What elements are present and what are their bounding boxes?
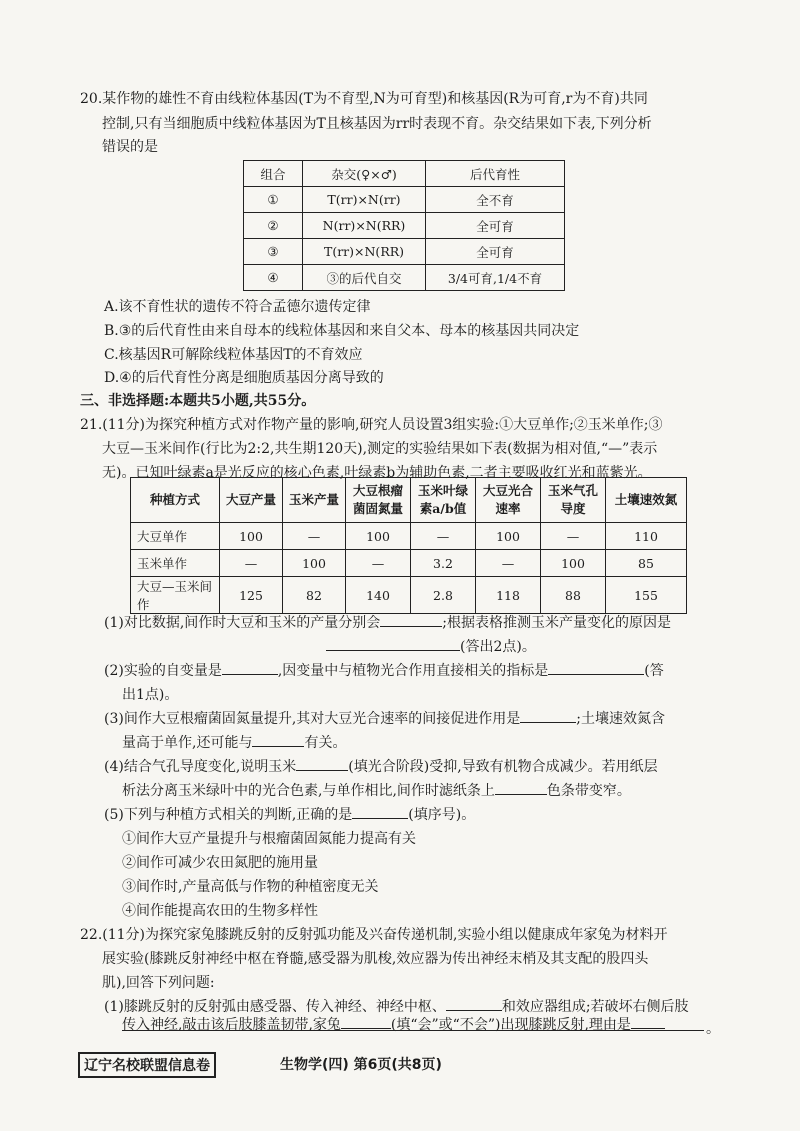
q22-sub1-line-2 — [122, 1014, 665, 1036]
question-text: 和效应器组成;若破坏右侧后肢 — [501, 999, 689, 1015]
q21-table — [130, 477, 687, 614]
answer-line[interactable] — [122, 1030, 704, 1031]
q21-stem-line-3: 无)。已知叶绿素a是光反应的核心色素,叶绿素b为辅助色素,二者主要吸收红光和蓝紫光。 — [102, 465, 652, 481]
footer-brand: 辽宁名校联盟信息卷 — [78, 1052, 216, 1078]
table-cell: 100 — [220, 523, 283, 550]
question-text: (5)下列与种植方式相关的判断,正确的是 — [104, 807, 353, 823]
table-header-cell — [346, 478, 411, 523]
table-row — [131, 523, 687, 550]
q20-option-b: B.③的后代育性由来自母本的线粒体基因和来自父本、母本的核基因共同决定 — [104, 323, 580, 339]
table-cell: ① — [244, 187, 303, 213]
question-text: ;根据表格推测玉米产量变化的原因是 — [442, 615, 671, 631]
table-header-cell: 大豆产量 — [220, 478, 283, 523]
answer-blank[interactable] — [380, 612, 442, 627]
q21-sub1-line-2 — [326, 636, 536, 658]
q21-sub4-line-2 — [122, 780, 631, 802]
table-cell: 100 — [346, 523, 411, 550]
q22-stem-line-1: 22.(11分)为探究家兔膝跳反射的反射弧功能及兴奋传递机制,实验小组以健康成年家兔为材料开 — [80, 927, 668, 943]
table-cell: 全可育 — [426, 213, 565, 239]
table-header-cell — [411, 478, 476, 523]
table-cell: 155 — [606, 577, 687, 614]
table-cell: 140 — [346, 577, 411, 614]
answer-blank[interactable] — [326, 636, 460, 651]
table-cell: ④ — [244, 265, 303, 291]
table-header-row — [244, 161, 565, 187]
q20-option-d: D.④的后代育性分离是细胞质基因分离导致的 — [104, 370, 384, 386]
table-cell: ③的后代自交 — [303, 265, 426, 291]
table-cell: — — [476, 550, 541, 577]
question-text: 有关。 — [304, 735, 347, 751]
question-text: ,因变量中与植物光合作用直接相关的指标是 — [277, 663, 549, 679]
question-text: (填“会”或“不会”)出现膝跳反射,理由是 — [390, 1017, 631, 1033]
q21-sub5-item-2: ②间作可减少农田氮肥的施用量 — [122, 855, 318, 871]
table-cell: 全可育 — [426, 239, 565, 265]
table-cell: 3.2 — [411, 550, 476, 577]
question-text: (1)对比数据,间作时大豆和玉米的产量分别会 — [104, 615, 381, 631]
footer-page-number: 生物学(四) 第6页(共8页) — [280, 1057, 442, 1073]
answer-blank[interactable] — [446, 996, 502, 1011]
table-header-line: 导度 — [560, 501, 586, 516]
question-text: ;土壤速效氮含 — [576, 711, 665, 727]
q21-sub2-line-1 — [104, 660, 664, 682]
q20-option-c: C.核基因R可解除线粒体基因T的不育效应 — [104, 347, 363, 363]
table-header-cell: 后代育性 — [426, 161, 565, 187]
table-header-cell: 组合 — [244, 161, 303, 187]
table-header-line: 素a/b值 — [419, 501, 467, 516]
question-text: 传入神经,敲击该后肢膝盖韧带,家兔 — [122, 1017, 341, 1033]
q21-sub3-line-2 — [122, 732, 346, 754]
table-cell: — — [346, 550, 411, 577]
table-cell: 85 — [606, 550, 687, 577]
table-cell: — — [411, 523, 476, 550]
table-cell: N(rr)×N(RR) — [303, 213, 426, 239]
question-text: (答出2点)。 — [460, 639, 536, 655]
table-cell: T(rr)×N(RR) — [303, 239, 426, 265]
table-cell: 玉米单作 — [131, 550, 220, 577]
section-heading: 三、非选择题:本题共5小题,共55分。 — [80, 393, 316, 409]
table-cell: 125 — [220, 577, 283, 614]
question-text: (填序号)。 — [408, 807, 476, 823]
table-cell: 100 — [283, 550, 346, 577]
q21-stem-line-1: 21.(11分)为探究种植方式对作物产量的影响,研究人员设置3组实验:①大豆单作;②玉米单作;③ — [80, 417, 663, 433]
table-header-cell: 玉米产量 — [283, 478, 346, 523]
q21-sub3-line-1 — [104, 708, 665, 730]
question-text: (2)实验的自变量是 — [104, 663, 222, 679]
q21-sub2-line-2: 出1点)。 — [122, 687, 179, 703]
table-cell: 大豆单作 — [131, 523, 220, 550]
q21-sub5-item-1: ①间作大豆产量提升与根瘤菌固氮能力提高有关 — [122, 831, 416, 847]
table-cell: 100 — [476, 523, 541, 550]
q20-stem-line-1: 20.某作物的雄性不育由线粒体基因(T为不育型,N为可育型)和核基因(R为可育,r为不育)共同 — [80, 91, 648, 107]
table-cell: — — [220, 550, 283, 577]
table-row — [244, 265, 565, 291]
q22-stem-line-3: 肌),回答下列问题: — [102, 975, 215, 991]
question-text: (4)结合气孔导度变化,说明玉米 — [104, 759, 297, 775]
table-header-cell: 土壤速效氮 — [606, 478, 687, 523]
table-header-cell: 种植方式 — [131, 478, 220, 523]
question-text: 色条带变窄。 — [546, 783, 631, 799]
table-cell: 大豆—玉米间作 — [131, 577, 220, 614]
answer-blank[interactable] — [341, 1014, 391, 1029]
period-mark: 。 — [706, 1021, 720, 1037]
answer-blank[interactable] — [520, 708, 576, 723]
table-header-line: 大豆光合 — [482, 483, 533, 498]
question-text: (答 — [644, 663, 664, 679]
table-row — [244, 239, 565, 265]
table-header-line: 速率 — [495, 501, 521, 516]
q21-sub5-line — [104, 804, 475, 826]
table-row — [244, 187, 565, 213]
table-cell: — — [283, 523, 346, 550]
table-header-cell: 杂交(♀×♂) — [303, 161, 426, 187]
table-cell: 82 — [283, 577, 346, 614]
table-header-line: 菌固氮量 — [352, 501, 403, 516]
q20-stem-line-2: 控制,只有当细胞质中线粒体基因为T且核基因为rr时表现不育。杂交结果如下表,下列分析 — [102, 116, 652, 132]
q20-stem-line-3: 错误的是 — [102, 139, 158, 155]
table-row — [131, 550, 687, 577]
table-header-cell — [476, 478, 541, 523]
table-cell: ② — [244, 213, 303, 239]
table-header-line: 大豆根瘤 — [352, 483, 403, 498]
answer-blank[interactable] — [252, 732, 304, 747]
answer-blank[interactable] — [548, 660, 644, 675]
table-cell: 110 — [606, 523, 687, 550]
question-text: 析法分离玉米绿叶中的光合色素,与单作相比,间作时滤纸条上 — [122, 783, 495, 799]
answer-blank[interactable] — [495, 780, 547, 795]
table-header-cell — [541, 478, 606, 523]
q21-sub5-item-3: ③间作时,产量高低与作物的种植密度无关 — [122, 879, 379, 895]
table-cell: — — [541, 523, 606, 550]
table-header-line: 玉米叶绿 — [417, 483, 468, 498]
question-text: (填光合阶段)受抑,导致有机物合成减少。若用纸层 — [348, 759, 658, 775]
table-cell: T(rr)×N(rr) — [303, 187, 426, 213]
answer-blank[interactable] — [631, 1014, 665, 1029]
q21-stem-line-2: 大豆—玉米间作(行比为2:2,共生期120天),测定的实验结果如下表(数据为相对值,“—”表示 — [102, 441, 658, 457]
question-text: (1)膝跳反射的反射弧由感受器、传入神经、神经中枢、 — [104, 999, 446, 1015]
answer-blank[interactable] — [352, 804, 408, 819]
table-header-line: 玉米气孔 — [547, 483, 598, 498]
q22-stem-line-2: 展实验(膝跳反射神经中枢在脊髓,感受器为肌梭,效应器为传出神经末梢及其支配的股四头 — [102, 951, 649, 967]
q21-sub4-line-1 — [104, 756, 658, 778]
question-text: (3)间作大豆根瘤菌固氮量提升,其对大豆光合速率的间接促进作用是 — [104, 711, 521, 727]
table-cell: 118 — [476, 577, 541, 614]
table-row — [244, 213, 565, 239]
table-cell: 3/4可育,1/4不育 — [426, 265, 565, 291]
table-cell: 全不育 — [426, 187, 565, 213]
answer-blank[interactable] — [296, 756, 348, 771]
q20-option-a: A.该不育性状的遗传不符合孟德尔遗传定律 — [104, 299, 371, 315]
answer-blank[interactable] — [222, 660, 278, 675]
table-cell: 88 — [541, 577, 606, 614]
question-text: 量高于单作,还可能与 — [122, 735, 253, 751]
q20-table — [243, 160, 565, 291]
table-row — [131, 577, 687, 614]
table-cell: 2.8 — [411, 577, 476, 614]
q21-sub1-line-1 — [104, 612, 671, 634]
table-cell: 100 — [541, 550, 606, 577]
table-header-row — [131, 478, 687, 523]
table-cell: ③ — [244, 239, 303, 265]
q21-sub5-item-4: ④间作能提高农田的生物多样性 — [122, 903, 318, 919]
